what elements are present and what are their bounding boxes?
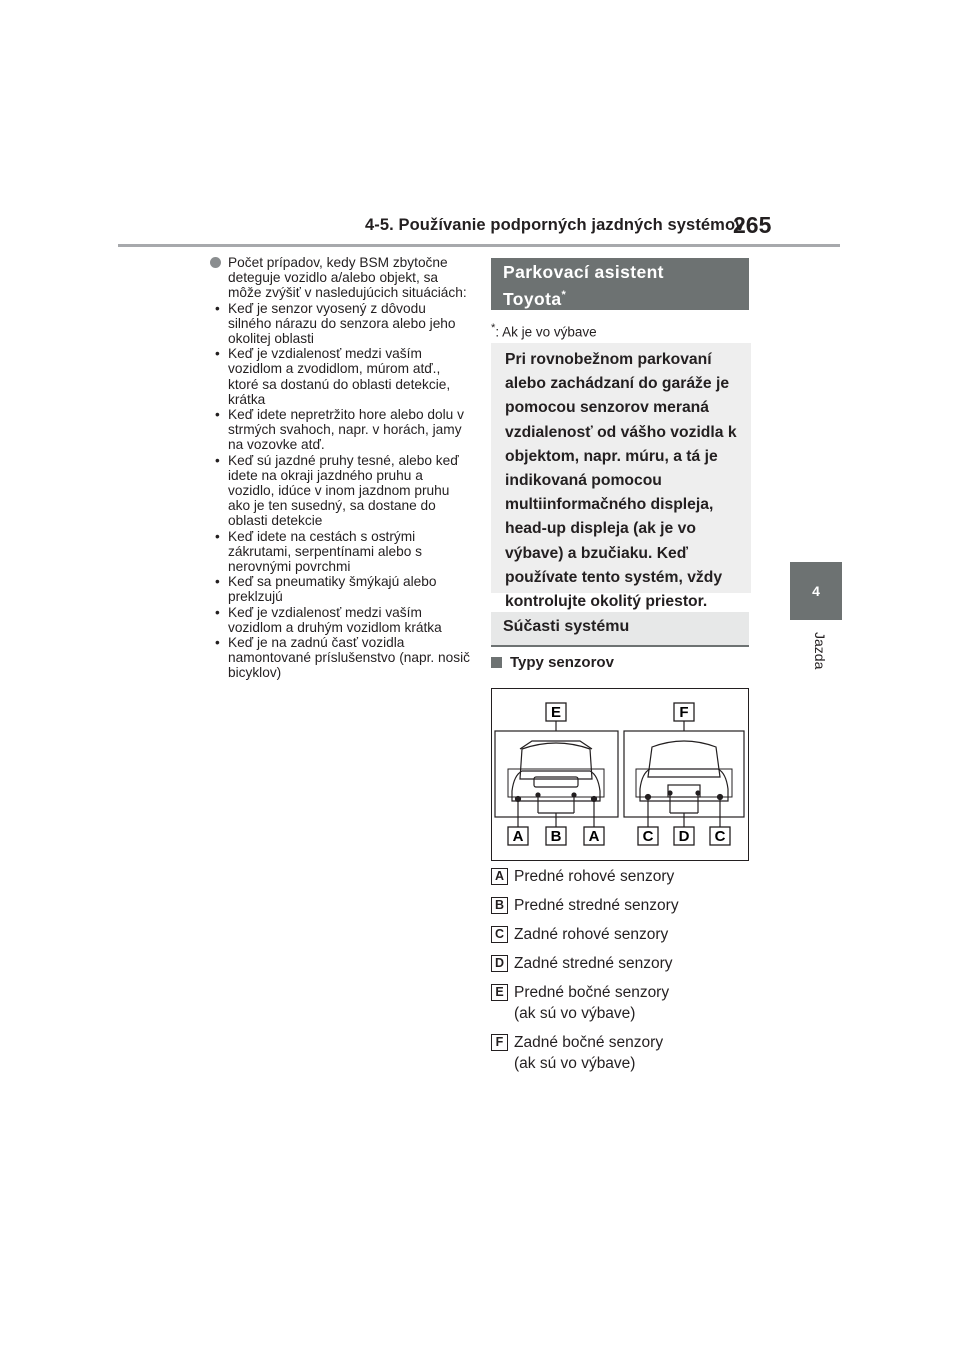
legend-item-a xyxy=(491,866,679,895)
diagram-callout-c-left xyxy=(638,827,658,845)
chapter-tab: 4 xyxy=(790,562,842,620)
svg-text:A: A xyxy=(512,828,524,845)
list-item: • Keď sa pneumatiky šmýkajú alebo preklzujú xyxy=(210,574,472,604)
legend-letter: A xyxy=(491,868,508,885)
asterisk-mark: * xyxy=(561,289,567,301)
list-item: • Keď je na zadnú časť vozidla namontované príslušenstvo (napr. nosič bicyklov) xyxy=(210,635,472,681)
sensor-diagram-svg xyxy=(492,689,748,860)
legend-text: Predné rohové senzory xyxy=(514,868,675,885)
legend-item-c xyxy=(491,924,679,953)
square-bullet-icon xyxy=(491,657,502,668)
diagram-callout-d xyxy=(674,827,694,845)
list-item: • Keď idete nepretržito hore alebo dolu v strmých svahoch, napr. v horách, jamy na vozovke atď. xyxy=(210,407,472,453)
legend-text-block xyxy=(514,1032,663,1074)
bullet-circle-icon xyxy=(210,257,221,268)
sensor-legend xyxy=(491,866,679,1082)
section-title-components: Súčasti systému xyxy=(491,612,749,645)
list-item: • Keď je vzdialenosť medzi vaším vozidlom a druhým vozidlom krátka xyxy=(210,605,472,635)
svg-text:C: C xyxy=(642,828,654,845)
diagram-callout-a-right xyxy=(584,827,604,845)
list-item: • Keď idete na cestách s ostrými zákrutami, serpentínami alebo s nerovnými povrchmi xyxy=(210,529,472,575)
diagram-callout-e xyxy=(546,703,566,721)
section-title-parking-assist xyxy=(491,258,749,310)
bsm-intro-text: Počet prípadov, kedy BSM zbytočne deteguje vozidlo a/alebo objekt, sa môže zvýšiť v nasledujúcich situáciách: xyxy=(228,255,467,301)
diagram-callout-a-left xyxy=(508,827,528,845)
legend-text: Predné stredné senzory xyxy=(514,897,679,914)
header-rule xyxy=(118,244,840,247)
diagram-callout-c-right xyxy=(710,827,730,845)
footnote xyxy=(491,322,597,340)
list-item: • Keď sú jazdné pruhy tesné, alebo keď idete na okraji jazdného pruhu a vozidlo, idúce v inom jazdnom pruhu ako je ten susedný, sa dostane do oblasti detekcie xyxy=(210,453,472,529)
chapter-label: Jazda xyxy=(812,632,828,670)
svg-text:C: C xyxy=(714,828,726,845)
legend-text: Zadné bočné senzory xyxy=(514,1034,664,1051)
legend-letter: C xyxy=(491,926,508,943)
svg-text:D: D xyxy=(678,828,690,845)
bsm-intro xyxy=(210,255,472,301)
footnote-mark: * xyxy=(491,322,496,334)
list-item: • Keď je vzdialenosť medzi vaším vozidlom a zvodidlom, múrom atď., ktoré sa dostanú do oblasti detekcie, krátka xyxy=(210,346,472,407)
legend-text: Predné bočné senzory xyxy=(514,984,670,1001)
types-heading xyxy=(491,654,614,671)
legend-letter: B xyxy=(491,897,508,914)
legend-letter: F xyxy=(491,1034,508,1051)
diagram-callout-f xyxy=(674,703,694,721)
section-rule xyxy=(491,645,749,647)
legend-text: Zadné rohové senzory xyxy=(514,926,669,943)
legend-letter: E xyxy=(491,984,508,1001)
svg-text:B: B xyxy=(550,828,562,845)
legend-letter: D xyxy=(491,955,508,972)
legend-item-f xyxy=(491,1032,679,1082)
legend-item-e xyxy=(491,982,679,1032)
legend-text: Zadné stredné senzory xyxy=(514,955,673,972)
page-number: 265 xyxy=(733,212,772,238)
legend-item-d xyxy=(491,953,679,982)
svg-text:F: F xyxy=(679,704,689,721)
bsm-situations-list xyxy=(210,301,472,681)
sensor-diagram xyxy=(491,688,749,861)
section-title-line2: Toyota* xyxy=(503,288,567,309)
list-item: • Keď je senzor vyosený z dôvodu silného nárazu do senzora alebo jeho okolitej oblasti xyxy=(210,301,472,347)
types-heading-text: Typy senzorov xyxy=(510,654,614,671)
parking-assist-intro: Pri rovnobežnom parkovaní alebo zachádzaní do garáže je pomocou senzorov meraná vzdialenosť od vášho vozidla k objektom, napr. múru, a tá je indikovaná pomocou multiinformačného displeja, head-up displeja (ak je vo výbave) a bzučiaku. Keď používate tento systém, vždy kontrolujte okolitý priestor. xyxy=(491,343,751,593)
svg-text:A: A xyxy=(588,828,600,845)
legend-item-b xyxy=(491,895,679,924)
running-header: 4-5. Používanie podporných jazdných systémov xyxy=(365,216,745,234)
svg-text:E: E xyxy=(550,704,562,721)
footnote-text: : Ak je vo výbave xyxy=(495,324,597,340)
left-column xyxy=(210,255,472,681)
section-title-line1: Parkovací asistent xyxy=(503,262,664,282)
car-front-view xyxy=(495,719,618,827)
legend-text-note: (ak sú vo výbave) xyxy=(514,1005,636,1022)
diagram-callout-b xyxy=(546,827,566,845)
car-rear-view xyxy=(624,719,744,827)
legend-text-block xyxy=(514,982,669,1024)
legend-text-note: (ak sú vo výbave) xyxy=(514,1055,636,1072)
